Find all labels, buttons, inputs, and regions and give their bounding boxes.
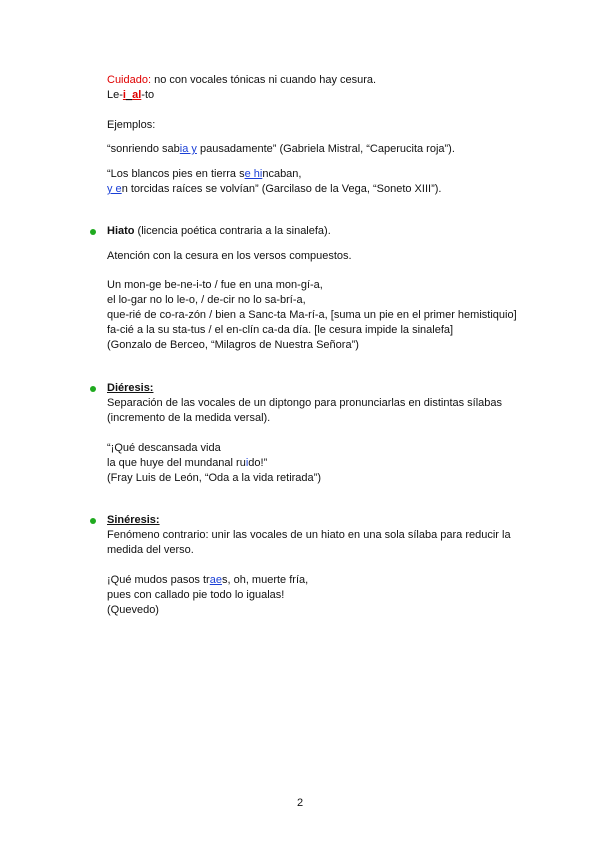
verse-citation: (Gonzalo de Berceo, “Milagros de Nuestra Señora”) [107,339,359,351]
hiato-heading [107,224,547,239]
verse-line: Un mon-ge be-ne-i-to / fue en una mon-gí-a, [107,279,323,291]
sineresis-mark: ae [209,574,222,586]
ex-text: n torcidas raíces se volvían” (Garcilaso de la Vega, “Soneto XIII”). [121,183,442,195]
ex-text: ¡Qué mudos pasos tr [107,574,210,586]
example-word [107,88,547,103]
dieresis-title: Diéresis: [107,382,154,394]
word-part: Le- [107,89,123,101]
ex-text: do!” [248,457,268,469]
word-part-joint: _ [125,89,133,101]
example-1 [107,142,547,157]
ex-text: la que huye del mundanal ru [107,457,246,469]
dieresis-desc: (incremento de la medida versal). [107,412,271,424]
hiato-title: Hiato [107,225,135,237]
ex-text: “sonriendo sab [107,143,180,155]
verse-line: fa-cié a la su sta-tus / el en-clín ca-da día. [le cesura impide la sinalefa] [107,324,454,336]
ex-text: ncaban, [262,168,302,180]
verse-citation: (Fray Luis de León, “Oda a la vida retirada”) [107,472,321,484]
dieresis-example [107,441,547,486]
verse-line: el lo-gar no lo le-o, / de-cir no lo sa-brí-a, [107,294,306,306]
bullet-icon [90,386,96,392]
verse-line: que-rié de co-ra-zón / bien a Sanc-ta Ma-rí-a, [suma un pie en el primer hemistiquio] [107,309,517,321]
verse-citation: (Quevedo) [107,604,159,616]
bullet-icon [90,229,96,235]
ex-text: “Los blancos pies en tierra s [107,168,245,180]
sineresis-example [107,573,547,618]
bullet-icon [90,518,96,524]
dieresis-section [107,381,547,426]
sineresis-desc: medida del verso. [107,544,194,556]
hiato-note [107,249,547,264]
hiato-verses [107,278,547,353]
caution-label: Cuidado: [107,74,152,86]
dieresis-mark: i [245,457,249,469]
hiato-desc: (licencia poética contraria a la sinalefa). [134,225,331,237]
caution-line [107,73,547,103]
sinalefa-mark: ia y [179,143,197,155]
verse-line: “¡Qué descansada vida [107,442,221,454]
word-part: -to [141,89,155,101]
ex-text: s, oh, muerte fría, [221,574,309,586]
hiato-note-text: Atención con la cesura en los versos compuestos. [107,250,352,262]
examples-heading: Ejemplos: [107,119,156,131]
caution-text: no con vocales tónicas ni cuando hay cesura. [151,74,377,86]
sineresis-section [107,513,547,558]
sinalefa-mark: e hi [244,168,263,180]
example-2 [107,167,547,197]
ex-text: pausadamente” (Gabriela Mistral, “Caperucita roja”). [196,143,455,155]
sinalefa-mark: y e [107,183,122,195]
page-number: 2 [296,797,304,809]
word-part-vowel: i [122,89,126,101]
dieresis-desc: Separación de las vocales de un diptongo para pronunciarlas en distintas sílabas [107,397,503,409]
examples-label [107,118,547,133]
sineresis-title: Sinéresis: [107,514,160,526]
word-part-vowel: al [132,89,142,101]
verse-line: pues con callado pie todo lo igualas! [107,589,285,601]
sineresis-desc: Fenómeno contrario: unir las vocales de un hiato en una sola sílaba para reducir la [107,529,511,541]
